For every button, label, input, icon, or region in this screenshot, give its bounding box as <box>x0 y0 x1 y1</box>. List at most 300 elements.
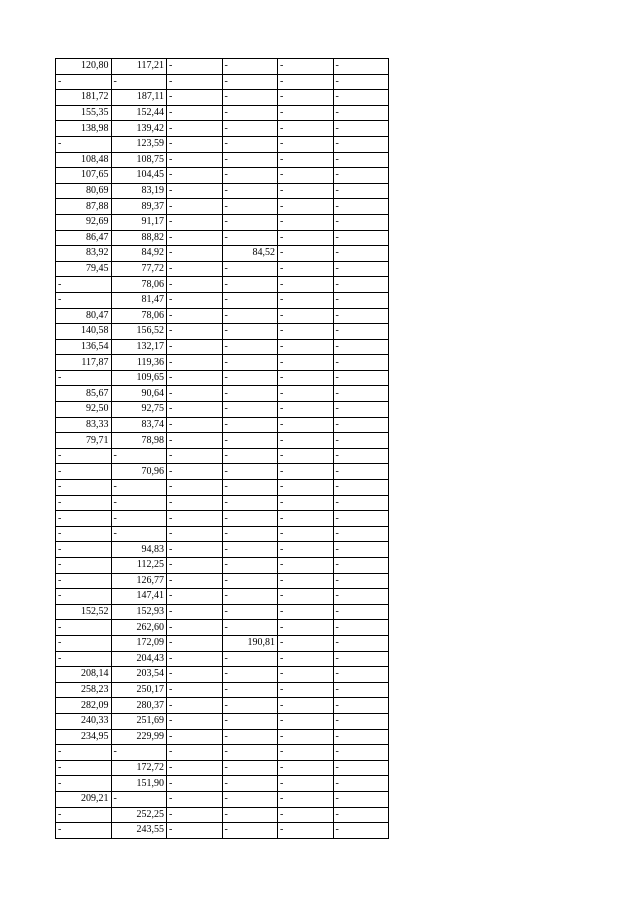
table-cell: - <box>333 791 389 807</box>
table-cell: 86,47 <box>56 230 112 246</box>
table-cell: 79,45 <box>56 261 112 277</box>
table-cell: - <box>278 776 334 792</box>
table-cell: 78,06 <box>111 277 167 293</box>
table-cell: 172,09 <box>111 635 167 651</box>
table-cell: - <box>167 355 223 371</box>
table-cell: 204,43 <box>111 651 167 667</box>
table-cell: - <box>278 308 334 324</box>
table-cell: 92,75 <box>111 402 167 418</box>
table-cell: - <box>222 620 278 636</box>
table-cell: - <box>222 230 278 246</box>
table-cell: - <box>333 339 389 355</box>
table-cell: 108,75 <box>111 152 167 168</box>
table-cell: - <box>222 168 278 184</box>
table-cell: - <box>167 308 223 324</box>
table-cell: - <box>278 651 334 667</box>
table-cell: - <box>333 448 389 464</box>
table-cell: - <box>222 682 278 698</box>
table-row <box>56 152 389 168</box>
table-cell: 112,25 <box>111 558 167 574</box>
table-cell: - <box>333 136 389 152</box>
table-cell: - <box>278 214 334 230</box>
table-cell: 81,47 <box>111 292 167 308</box>
table-row <box>56 729 389 745</box>
table-cell: - <box>278 682 334 698</box>
table-cell: - <box>222 402 278 418</box>
table-cell: - <box>56 589 112 605</box>
table-row <box>56 823 389 839</box>
table-cell: 187,11 <box>111 90 167 106</box>
table-cell: - <box>333 682 389 698</box>
table-cell: - <box>167 604 223 620</box>
table-row <box>56 589 389 605</box>
table-row <box>56 230 389 246</box>
table-cell: - <box>167 90 223 106</box>
table-cell: - <box>333 121 389 137</box>
table-cell: - <box>278 402 334 418</box>
table-cell: 104,45 <box>111 168 167 184</box>
table-cell: 88,82 <box>111 230 167 246</box>
table-row <box>56 183 389 199</box>
table-cell: 190,81 <box>222 635 278 651</box>
table-cell: 258,23 <box>56 682 112 698</box>
table-cell: - <box>167 729 223 745</box>
table-cell: - <box>167 807 223 823</box>
table-cell: - <box>56 745 112 761</box>
table-cell: - <box>222 59 278 75</box>
table-cell: 282,09 <box>56 698 112 714</box>
table-cell: - <box>167 386 223 402</box>
table-cell: - <box>278 324 334 340</box>
table-cell: - <box>222 745 278 761</box>
table-body <box>56 59 389 839</box>
table-row <box>56 90 389 106</box>
table-cell: 181,72 <box>56 90 112 106</box>
table-cell: - <box>278 370 334 386</box>
table-cell: 83,92 <box>56 246 112 262</box>
table-cell: - <box>222 183 278 199</box>
table-cell: - <box>167 199 223 215</box>
table-cell: - <box>333 324 389 340</box>
table-row <box>56 713 389 729</box>
table-cell: - <box>56 511 112 527</box>
table-cell: - <box>167 277 223 293</box>
table-cell: - <box>222 324 278 340</box>
table-cell: - <box>222 760 278 776</box>
table-cell: - <box>56 558 112 574</box>
table-cell: - <box>56 464 112 480</box>
table-cell: - <box>56 74 112 90</box>
table-cell: - <box>333 698 389 714</box>
table-cell: - <box>167 370 223 386</box>
table-cell: - <box>167 589 223 605</box>
table-row <box>56 667 389 683</box>
table-cell: 85,67 <box>56 386 112 402</box>
table-cell: 80,47 <box>56 308 112 324</box>
table-row <box>56 308 389 324</box>
table-cell: - <box>278 121 334 137</box>
table-cell: - <box>278 464 334 480</box>
table-cell: 251,69 <box>111 713 167 729</box>
table-cell: - <box>278 168 334 184</box>
table-row <box>56 791 389 807</box>
table-row <box>56 214 389 230</box>
table-cell: - <box>333 760 389 776</box>
table-cell: 151,90 <box>111 776 167 792</box>
table-cell: - <box>333 183 389 199</box>
table-row <box>56 324 389 340</box>
table-cell: 152,44 <box>111 105 167 121</box>
table-cell: - <box>56 480 112 496</box>
table-cell: - <box>333 620 389 636</box>
table-cell: - <box>333 417 389 433</box>
table-cell: - <box>111 448 167 464</box>
table-cell: - <box>278 105 334 121</box>
table-cell: - <box>111 745 167 761</box>
table-row <box>56 121 389 137</box>
table-cell: - <box>333 635 389 651</box>
table-cell: - <box>278 667 334 683</box>
table-row <box>56 292 389 308</box>
table-cell: - <box>222 199 278 215</box>
table-cell: - <box>333 386 389 402</box>
table-cell: - <box>167 573 223 589</box>
table-cell: - <box>222 791 278 807</box>
table-cell: - <box>333 370 389 386</box>
table-cell: - <box>222 542 278 558</box>
table-cell: - <box>222 261 278 277</box>
table-cell: - <box>111 791 167 807</box>
table-cell: - <box>167 464 223 480</box>
table-cell: - <box>167 324 223 340</box>
table-cell: - <box>278 90 334 106</box>
table-cell: - <box>278 386 334 402</box>
table-cell: - <box>167 214 223 230</box>
table-cell: 84,52 <box>222 246 278 262</box>
table-cell: - <box>167 402 223 418</box>
table-cell: - <box>222 214 278 230</box>
table-cell: 117,87 <box>56 355 112 371</box>
table-row <box>56 277 389 293</box>
table-cell: - <box>167 542 223 558</box>
table-row <box>56 74 389 90</box>
table-cell: 78,06 <box>111 308 167 324</box>
table-cell: - <box>278 823 334 839</box>
table-cell: - <box>278 261 334 277</box>
table-row <box>56 776 389 792</box>
table-row <box>56 480 389 496</box>
table-cell: - <box>222 136 278 152</box>
table-cell: - <box>167 433 223 449</box>
table-cell: - <box>333 246 389 262</box>
table-cell: - <box>333 558 389 574</box>
table-cell: 155,35 <box>56 105 112 121</box>
table-cell: - <box>167 59 223 75</box>
table-cell: 152,93 <box>111 604 167 620</box>
table-cell: - <box>56 760 112 776</box>
table-row <box>56 604 389 620</box>
table-cell: 117,21 <box>111 59 167 75</box>
table-cell: 107,65 <box>56 168 112 184</box>
table-cell: - <box>167 526 223 542</box>
table-cell: - <box>111 526 167 542</box>
table-row <box>56 370 389 386</box>
table-cell: - <box>278 604 334 620</box>
table-cell: - <box>278 74 334 90</box>
table-cell: - <box>56 292 112 308</box>
table-cell: - <box>167 261 223 277</box>
table-cell: - <box>222 776 278 792</box>
table-cell: 70,96 <box>111 464 167 480</box>
table-cell: 83,74 <box>111 417 167 433</box>
table-cell: - <box>278 511 334 527</box>
table-cell: - <box>222 464 278 480</box>
table-cell: 126,77 <box>111 573 167 589</box>
table-cell: - <box>278 199 334 215</box>
table-cell: - <box>167 105 223 121</box>
table-cell: - <box>222 667 278 683</box>
table-cell: - <box>167 776 223 792</box>
table-cell: - <box>278 791 334 807</box>
table-cell: - <box>333 511 389 527</box>
table-cell: - <box>56 495 112 511</box>
table-row <box>56 495 389 511</box>
table-row <box>56 573 389 589</box>
table-row <box>56 542 389 558</box>
table-row <box>56 168 389 184</box>
table-cell: 152,52 <box>56 604 112 620</box>
table-cell: 140,58 <box>56 324 112 340</box>
table-cell: - <box>222 386 278 402</box>
table-cell: - <box>222 121 278 137</box>
table-row <box>56 635 389 651</box>
table-row <box>56 620 389 636</box>
table-cell: 119,36 <box>111 355 167 371</box>
table-cell: - <box>333 776 389 792</box>
table-cell: - <box>333 292 389 308</box>
table-cell: 136,54 <box>56 339 112 355</box>
table-row <box>56 386 389 402</box>
table-cell: - <box>278 745 334 761</box>
table-cell: - <box>278 635 334 651</box>
table-cell: - <box>333 59 389 75</box>
table-row <box>56 807 389 823</box>
table-cell: - <box>167 558 223 574</box>
table-row <box>56 760 389 776</box>
table-cell: 262,60 <box>111 620 167 636</box>
table-cell: - <box>278 246 334 262</box>
table-cell: - <box>167 620 223 636</box>
table-cell: 250,17 <box>111 682 167 698</box>
table-cell: - <box>278 729 334 745</box>
table-cell: - <box>278 448 334 464</box>
table-cell: 83,19 <box>111 183 167 199</box>
table-cell: - <box>222 651 278 667</box>
table-row <box>56 682 389 698</box>
table-cell: - <box>333 807 389 823</box>
table-cell: - <box>222 90 278 106</box>
table-cell: - <box>278 713 334 729</box>
table-cell: - <box>333 542 389 558</box>
table-cell: - <box>333 308 389 324</box>
table-cell: - <box>333 589 389 605</box>
table-cell: - <box>278 292 334 308</box>
table-row <box>56 433 389 449</box>
table-cell: 156,52 <box>111 324 167 340</box>
table-cell: - <box>167 417 223 433</box>
table-cell: - <box>167 791 223 807</box>
table-cell: - <box>167 152 223 168</box>
table-cell: - <box>278 433 334 449</box>
table-cell: 94,83 <box>111 542 167 558</box>
table-cell: 203,54 <box>111 667 167 683</box>
table-cell: - <box>333 667 389 683</box>
table-row <box>56 511 389 527</box>
table-cell: - <box>278 230 334 246</box>
table-row <box>56 199 389 215</box>
table-cell: - <box>222 152 278 168</box>
table-cell: - <box>111 495 167 511</box>
table-cell: - <box>333 152 389 168</box>
table-cell: - <box>222 355 278 371</box>
table-cell: - <box>56 573 112 589</box>
table-cell: - <box>333 199 389 215</box>
table-cell: - <box>333 105 389 121</box>
table-cell: - <box>167 183 223 199</box>
table-cell: - <box>278 480 334 496</box>
table-cell: 208,14 <box>56 667 112 683</box>
table-cell: - <box>222 339 278 355</box>
table-cell: - <box>278 339 334 355</box>
table-cell: 252,25 <box>111 807 167 823</box>
table-cell: - <box>167 713 223 729</box>
table-cell: - <box>167 448 223 464</box>
table-cell: - <box>111 511 167 527</box>
table-cell: - <box>333 823 389 839</box>
table-cell: - <box>222 370 278 386</box>
table-cell: - <box>333 573 389 589</box>
table-cell: - <box>278 526 334 542</box>
table-cell: - <box>167 511 223 527</box>
table-cell: - <box>278 355 334 371</box>
table-cell: - <box>56 526 112 542</box>
table-cell: - <box>56 776 112 792</box>
table-cell: 120,80 <box>56 59 112 75</box>
table-cell: 280,37 <box>111 698 167 714</box>
table-cell: - <box>333 168 389 184</box>
table-cell: - <box>278 152 334 168</box>
data-table <box>55 58 389 839</box>
table-cell: 209,21 <box>56 791 112 807</box>
table-cell: 77,72 <box>111 261 167 277</box>
table-row <box>56 339 389 355</box>
table-row <box>56 558 389 574</box>
table-row <box>56 136 389 152</box>
table-cell: 78,98 <box>111 433 167 449</box>
table-cell: - <box>333 729 389 745</box>
table-cell: - <box>333 495 389 511</box>
table-cell: - <box>167 635 223 651</box>
table-cell: - <box>167 230 223 246</box>
table-cell: 240,33 <box>56 713 112 729</box>
table-cell: - <box>333 464 389 480</box>
table-cell: 109,65 <box>111 370 167 386</box>
table-cell: - <box>333 261 389 277</box>
table-cell: - <box>56 542 112 558</box>
table-cell: - <box>278 542 334 558</box>
table-row <box>56 417 389 433</box>
table-cell: - <box>278 136 334 152</box>
table-row <box>56 464 389 480</box>
table-cell: - <box>222 558 278 574</box>
table-cell: - <box>56 277 112 293</box>
table-cell: - <box>167 651 223 667</box>
table-cell: - <box>278 495 334 511</box>
table-row <box>56 105 389 121</box>
table-cell: - <box>222 308 278 324</box>
table-row <box>56 651 389 667</box>
table-cell: - <box>278 698 334 714</box>
table-cell: - <box>167 168 223 184</box>
table-cell: - <box>333 402 389 418</box>
table-cell: - <box>222 74 278 90</box>
table-cell: - <box>222 480 278 496</box>
table-cell: - <box>333 745 389 761</box>
table-cell: - <box>167 136 223 152</box>
table-cell: - <box>333 480 389 496</box>
table-cell: - <box>56 136 112 152</box>
table-cell: - <box>333 713 389 729</box>
table-cell: - <box>333 355 389 371</box>
table-cell: - <box>222 573 278 589</box>
table-row <box>56 261 389 277</box>
table-cell: - <box>222 807 278 823</box>
table-cell: - <box>56 635 112 651</box>
table-row <box>56 355 389 371</box>
table-cell: - <box>167 667 223 683</box>
table-cell: - <box>167 682 223 698</box>
table-cell: 83,33 <box>56 417 112 433</box>
table-cell: 147,41 <box>111 589 167 605</box>
table-cell: 234,95 <box>56 729 112 745</box>
table-cell: - <box>222 448 278 464</box>
table-cell: - <box>278 558 334 574</box>
table-cell: - <box>167 823 223 839</box>
table-cell: 92,50 <box>56 402 112 418</box>
table-cell: - <box>278 807 334 823</box>
table-cell: - <box>222 105 278 121</box>
table-cell: 91,17 <box>111 214 167 230</box>
table-cell: 243,55 <box>111 823 167 839</box>
table-cell: 139,42 <box>111 121 167 137</box>
table-row <box>56 59 389 75</box>
table-cell: 92,69 <box>56 214 112 230</box>
table-cell: - <box>333 74 389 90</box>
table-cell: - <box>56 448 112 464</box>
table-cell: - <box>333 604 389 620</box>
table-cell: - <box>167 74 223 90</box>
table-cell: - <box>167 480 223 496</box>
table-row <box>56 526 389 542</box>
table-cell: 89,37 <box>111 199 167 215</box>
table-cell: - <box>222 292 278 308</box>
table-cell: - <box>333 277 389 293</box>
table-cell: - <box>222 713 278 729</box>
table-cell: - <box>278 59 334 75</box>
table-cell: - <box>222 433 278 449</box>
table-cell: - <box>222 589 278 605</box>
table-cell: - <box>56 823 112 839</box>
